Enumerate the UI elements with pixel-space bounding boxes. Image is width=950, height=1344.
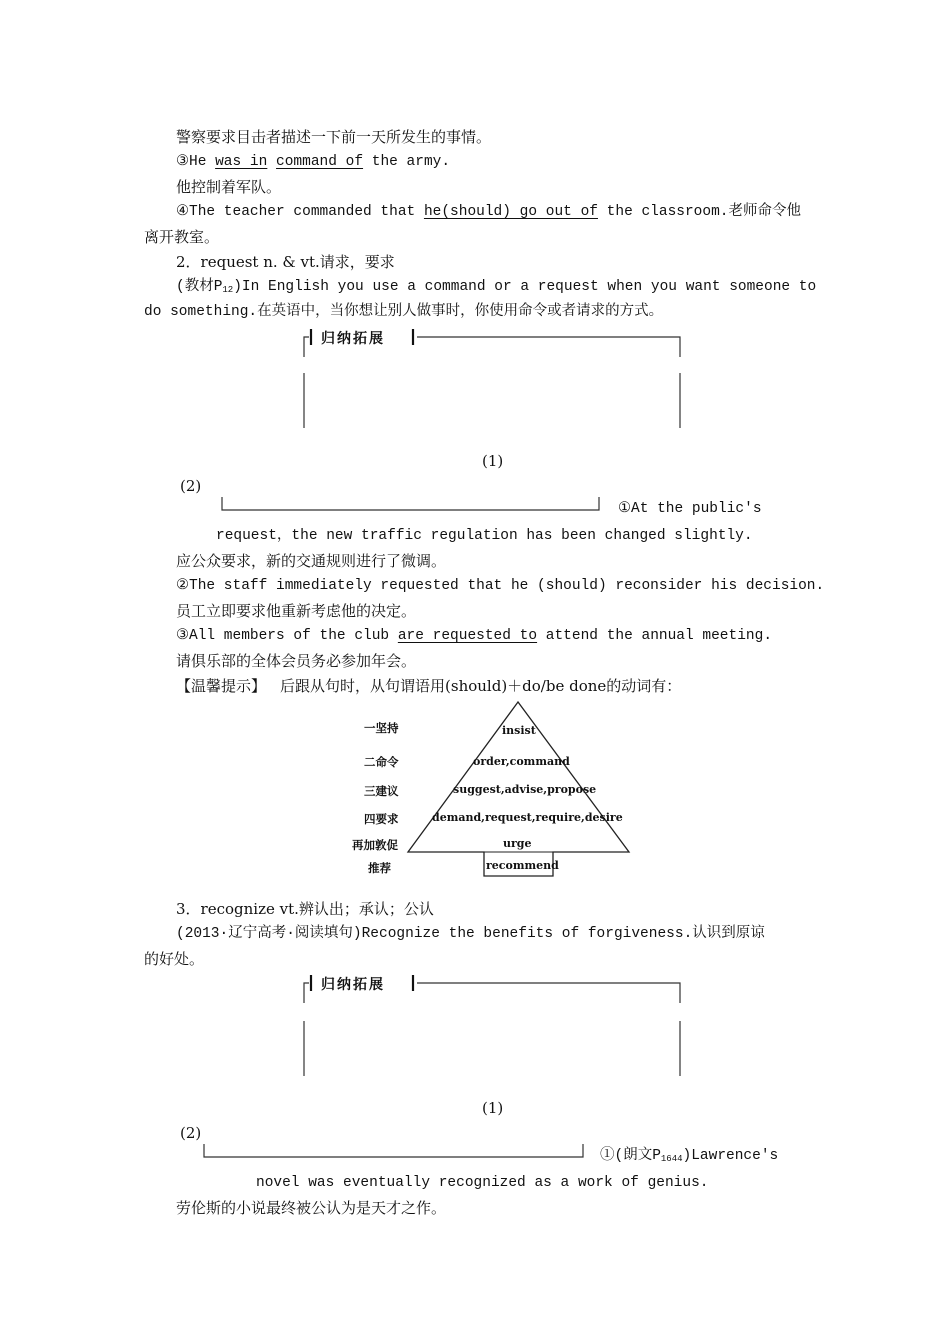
triangle-label: 再加敦促: [352, 838, 398, 852]
example-sentence: [176, 152, 450, 172]
triangle-label: 一坚持: [364, 721, 399, 735]
example-sentence: ①At the public's: [618, 501, 762, 517]
source-sentence: (2013·辽宁高考·阅读填句)Recognize the benefits of forgiveness.认识到原谅: [176, 926, 765, 942]
verb-triangle-diagram: [340, 700, 640, 880]
example-sentence: novel was eventually recognized as a work of genius.: [256, 1175, 709, 1191]
text-fragment: )Lawrence's: [682, 1148, 779, 1164]
translation: 的好处。: [144, 950, 205, 968]
underlined-phrase: are requested to: [397, 628, 538, 644]
summary-box: [303, 327, 681, 429]
text-fragment: (教材P: [176, 279, 223, 295]
triangle-label: 二命令: [364, 755, 399, 769]
example-sentence: [600, 1146, 778, 1169]
section-heading: 3．recognize vt.辨认出；承认；公认: [176, 900, 434, 918]
page-subscript: 1644: [660, 1154, 683, 1164]
item-number: (2): [180, 477, 202, 495]
box-header: 归纳拓展: [317, 974, 389, 992]
underlined-phrase: command of: [276, 154, 364, 170]
example-sentence: [176, 202, 801, 222]
translation: 他控制着军队。: [176, 178, 282, 196]
translation: 离开教室。: [144, 228, 220, 246]
text-line: 警察要求目击者描述一下前一天所发生的事情。: [176, 128, 492, 146]
summary-box: [303, 973, 681, 1077]
page-subscript: 12: [222, 285, 234, 295]
source-sentence: do something.在英语中，当你想让别人做事时，你使用命令或者请求的方式。: [144, 304, 664, 320]
text-fragment: ①(朗文P: [600, 1148, 661, 1164]
section-heading: 2．request n. & vt.请求，要求: [176, 253, 395, 271]
triangle-verb: suggest,advise,propose: [453, 783, 597, 796]
blank-bracket: [203, 1143, 585, 1161]
tip-line: [176, 676, 681, 696]
blank-bracket: [221, 496, 601, 514]
text-fragment: ③All members of the club: [176, 628, 398, 644]
translation: 劳伦斯的小说最终被公认为是天才之作。: [176, 1199, 447, 1217]
item-number: (2): [180, 1124, 202, 1142]
underlined-phrase: he(should) go out of: [423, 204, 598, 220]
tip-text: 后跟从句时，从句谓语用(should)＋do/be done的动词有：: [280, 677, 682, 695]
triangle-verb: urge: [503, 837, 532, 850]
translation: 员工立即要求他重新考虑他的决定。: [176, 602, 417, 620]
triangle-verb: order,command: [473, 755, 570, 768]
translation: 请俱乐部的全体会员务必参加年会。: [176, 652, 417, 670]
underlined-phrase: was in: [215, 154, 268, 170]
triangle-label: 四要求: [364, 812, 399, 826]
example-sentence: [176, 626, 772, 646]
item-number: (1): [482, 1099, 504, 1117]
example-sentence: ②The staff immediately requested that he (should) reconsider his decision.: [176, 578, 825, 594]
item-number: (1): [482, 452, 504, 470]
box-header: 归纳拓展: [317, 328, 389, 346]
text-fragment: ③He: [176, 154, 216, 170]
triangle-verb: demand,request,require,desire: [432, 811, 623, 824]
text-fragment: )In English you use a command or a request when you want someone to: [233, 279, 817, 295]
text-fragment: the army.: [363, 154, 451, 170]
text-fragment: attend the annual meeting.: [537, 628, 773, 644]
triangle-verb: recommend: [486, 859, 559, 872]
triangle-verb: insist: [502, 724, 536, 737]
source-sentence: [176, 277, 816, 300]
tip-label: 【温馨提示】: [176, 677, 267, 695]
example-sentence: request，the new traffic regulation has been changed slightly.: [216, 528, 753, 544]
text-fragment: the classroom.老师命令他: [597, 204, 801, 220]
triangle-label: 三建议: [364, 784, 399, 798]
translation: 应公众要求，新的交通规则进行了微调。: [176, 552, 447, 570]
text-fragment: [267, 154, 276, 170]
triangle-label: 推荐: [368, 861, 391, 875]
text-fragment: ④The teacher commanded that: [176, 204, 424, 220]
